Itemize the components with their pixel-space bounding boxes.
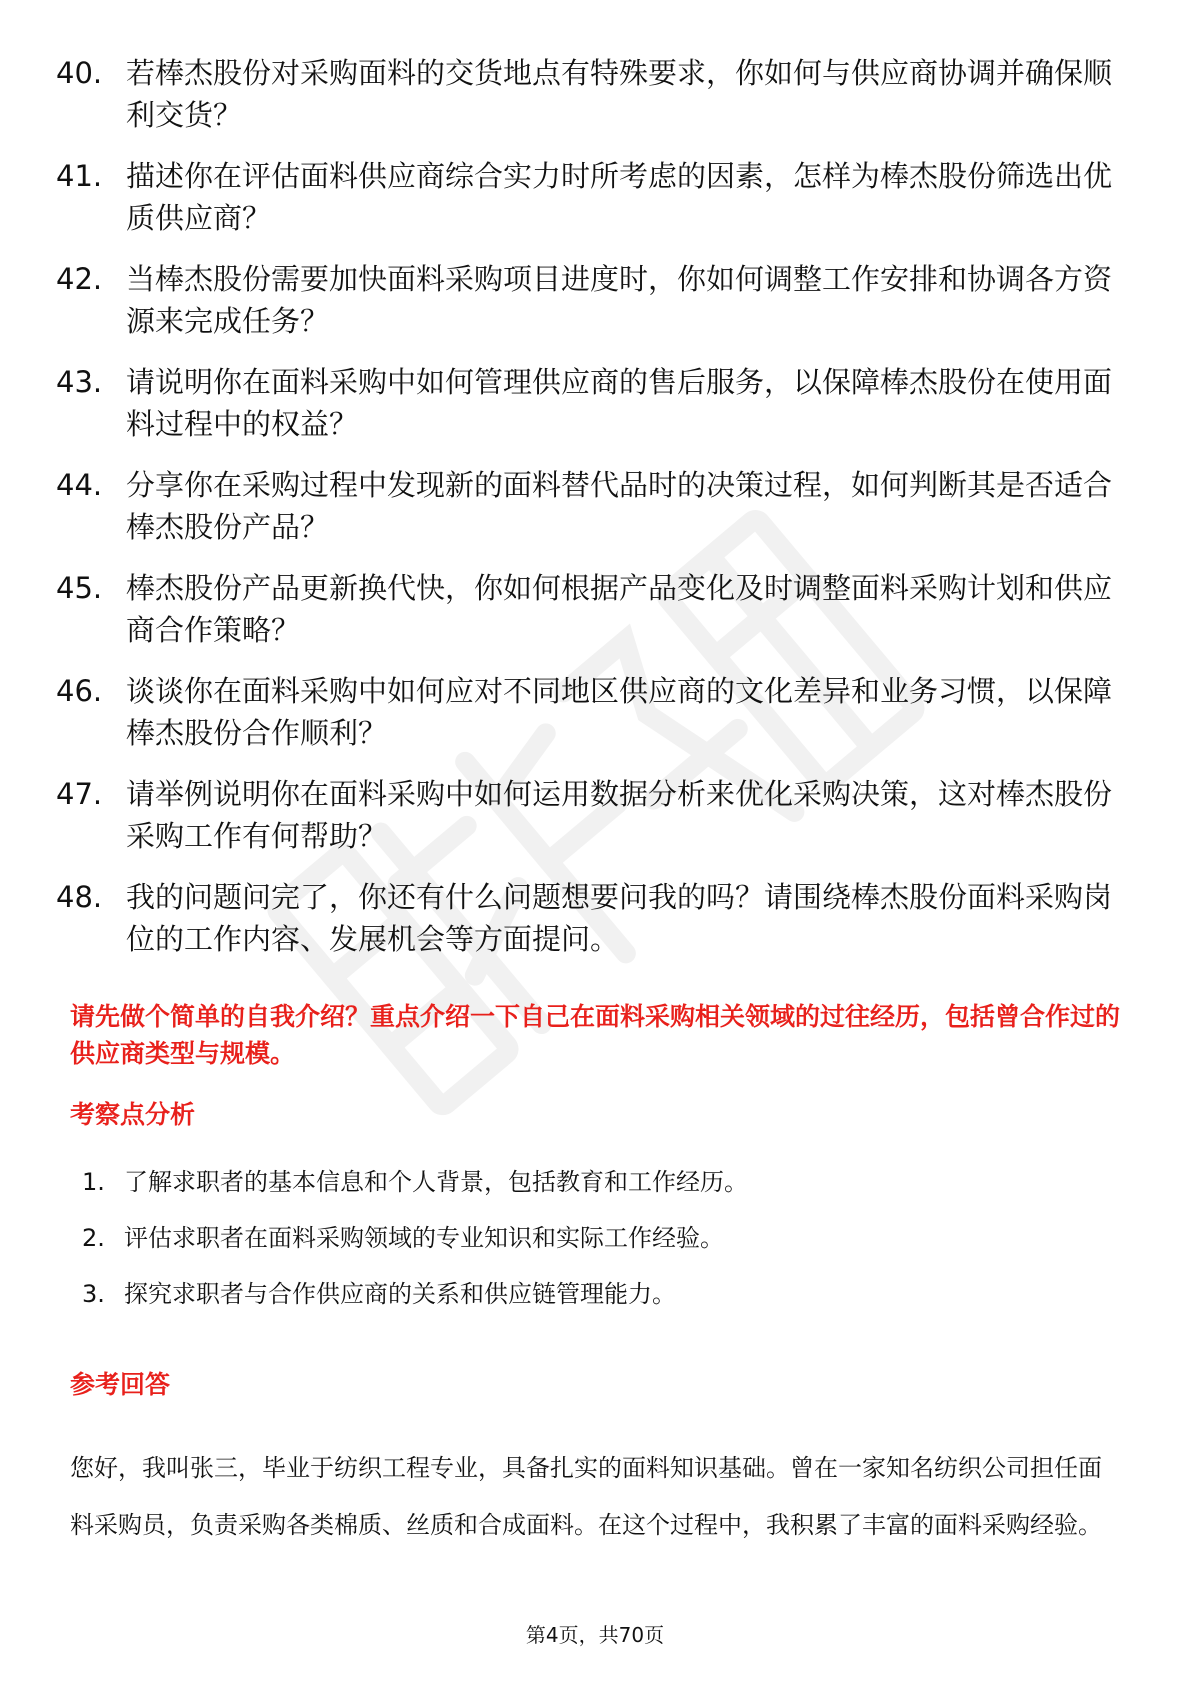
question-text: 描述你在评估面料供应商综合实力时所考虑的因素，怎样为棒杰股份筛选出优质供应商？ [126,159,1113,235]
point-number: 1. [82,1168,105,1196]
list-item [56,52,1116,136]
point-number: 2. [82,1224,105,1252]
question-text: 棒杰股份产品更新换代快，你如何根据产品变化及时调整面料采购计划和供应商合作策略？ [126,571,1113,647]
point-text: 评估求职者在面料采购领域的专业知识和实际工作经验。 [124,1224,724,1252]
list-item [56,773,1116,857]
list-item [56,155,1116,239]
list-item [82,1165,1082,1199]
point-text: 探究求职者与合作供应商的关系和供应链管理能力。 [124,1280,676,1308]
question-text: 谈谈你在面料采购中如何应对不同地区供应商的文化差异和业务习惯，以保障棒杰股份合作顺利？ [126,674,1113,750]
question-text: 请说明你在面料采购中如何管理供应商的售后服务，以保障棒杰股份在使用面料过程中的权益？ [126,365,1113,441]
list-item [56,876,1116,960]
list-item [56,670,1116,754]
question-text: 当棒杰股份需要加快面料采购项目进度时，你如何调整工作安排和协调各方资源来完成任务？ [126,262,1113,338]
list-item [56,258,1116,342]
list-item [56,464,1116,548]
question-list [56,52,1116,979]
question-number: 43. [56,365,103,399]
list-item [56,567,1116,651]
question-text: 请举例说明你在面料采购中如何运用数据分析来优化采购决策，这对棒杰股份采购工作有何帮助？ [126,777,1113,853]
list-item [56,361,1116,445]
question-number: 48. [56,880,103,914]
analysis-point-list [82,1165,1082,1333]
question-number: 44. [56,468,103,502]
reference-answer-text: 您好，我叫张三，毕业于纺织工程专业，具备扎实的面料知识基础。曾在一家知名纺织公司担任面料采购员，负责采购各类棉质、丝质和合成面料。在这个过程中，我积累了丰富的面料采购经验。 [70,1454,1102,1539]
reference-answer-heading: 参考回答 [70,1370,171,1399]
point-number: 3. [82,1280,105,1308]
question-text: 分享你在采购过程中发现新的面料替代品时的决策过程，如何判断其是否适合棒杰股份产品？ [126,468,1113,544]
question-number: 45. [56,571,103,605]
question-number: 46. [56,674,103,708]
page-number: 第4页，共70页 [525,1623,665,1647]
list-item [82,1221,1082,1255]
question-number: 47. [56,777,103,811]
question-number: 42. [56,262,103,296]
question-text: 若棒杰股份对采购面料的交货地点有特殊要求，你如何与供应商协调并确保顺利交货？ [126,56,1113,132]
highlighted-question: 请先做个简单的自我介绍？重点介绍一下自己在面料采购相关领域的过往经历，包括曾合作过的供应商类型与规模。 [70,1002,1121,1068]
point-text: 了解求职者的基本信息和个人背景，包括教育和工作经历。 [124,1168,748,1196]
analysis-heading: 考察点分析 [70,1100,196,1129]
list-item [82,1277,1082,1311]
question-number: 40. [56,56,103,90]
question-text: 我的问题问完了，你还有什么问题想要问我的吗？请围绕棒杰股份面料采购岗位的工作内容、发展机会等方面提问。 [126,880,1113,956]
question-number: 41. [56,159,103,193]
